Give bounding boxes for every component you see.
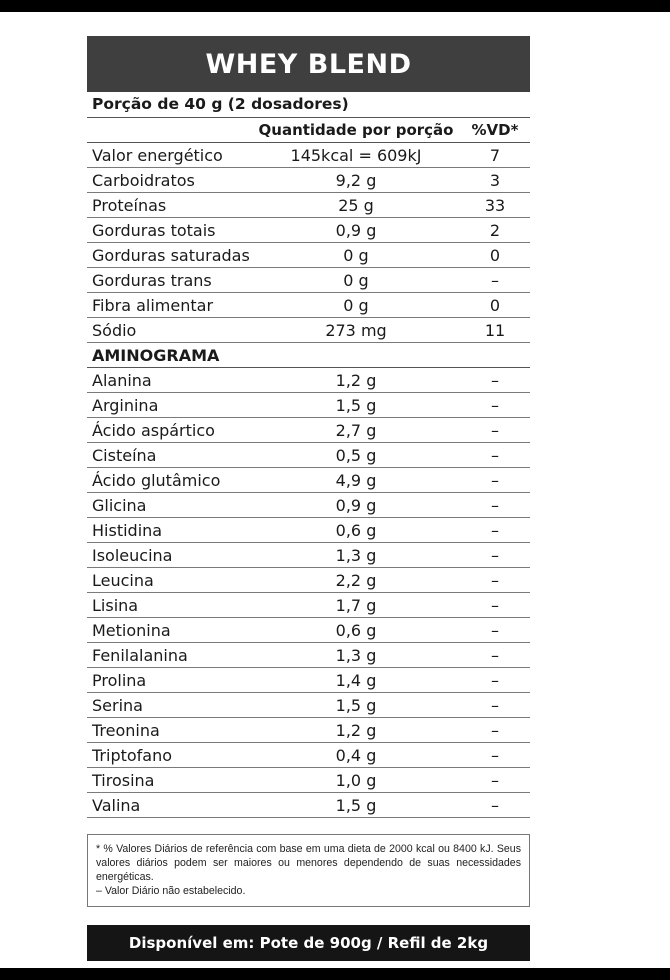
nutrient-daily-value: 3 <box>489 170 501 190</box>
nutrient-daily-value: – <box>491 445 499 465</box>
product-title: WHEY BLEND <box>87 36 530 92</box>
nutrient-daily-value: 33 <box>484 195 506 215</box>
nutrient-quantity: 1,3 g <box>335 545 377 565</box>
nutrient-quantity: 1,5 g <box>335 795 377 815</box>
nutrient-quantity: 0,9 g <box>335 495 377 515</box>
nutrient-daily-value: – <box>491 620 499 640</box>
nutrient-daily-value: – <box>491 520 499 540</box>
table-row <box>87 318 530 343</box>
nutrients-table <box>87 143 530 343</box>
table-row <box>87 643 530 668</box>
nutrient-quantity: 1,2 g <box>335 720 377 740</box>
table-row <box>87 443 530 468</box>
nutrient-quantity: 145kcal = 609kJ <box>290 145 422 165</box>
nutrient-name: Carboidratos <box>92 170 195 190</box>
nutrient-daily-value: 2 <box>489 220 501 240</box>
table-row <box>87 143 530 168</box>
table-row <box>87 243 530 268</box>
nutrient-name: Prolina <box>92 670 147 690</box>
nutrient-quantity: 2,2 g <box>335 570 377 590</box>
nutrition-label <box>87 36 530 961</box>
availability-bar: Disponível em: Pote de 900g / Refil de 2kg <box>87 925 530 961</box>
nutrient-name: Leucina <box>92 570 154 590</box>
nutrient-quantity: 1,2 g <box>335 370 377 390</box>
nutrient-daily-value: – <box>491 495 499 515</box>
nutrient-name: Gorduras totais <box>92 220 216 240</box>
nutrient-daily-value: – <box>491 745 499 765</box>
nutrient-daily-value: 11 <box>484 320 506 340</box>
portion-size: Porção de 40 g (2 dosadores) <box>87 92 530 118</box>
nutrient-name: Cisteína <box>92 445 157 465</box>
nutrient-daily-value: 0 <box>489 245 501 265</box>
nutrient-name: Lisina <box>92 595 139 615</box>
nutrient-name: Histidina <box>92 520 163 540</box>
nutrient-quantity: 0,9 g <box>335 220 377 240</box>
table-row <box>87 768 530 793</box>
nutrient-name: Sódio <box>92 320 137 340</box>
nutrient-quantity: 25 g <box>338 195 374 215</box>
table-row <box>87 168 530 193</box>
nutrient-daily-value: – <box>491 570 499 590</box>
nutrient-daily-value: – <box>491 395 499 415</box>
nutrient-quantity: 0 g <box>343 245 369 265</box>
nutrient-daily-value: – <box>491 545 499 565</box>
aminogram-table <box>87 368 530 818</box>
nutrient-name: Metionina <box>92 620 171 640</box>
table-row <box>87 393 530 418</box>
nutrient-name: Triptofano <box>92 745 173 765</box>
nutrient-name: Valor energético <box>92 145 223 165</box>
nutrient-name: Serina <box>92 695 143 715</box>
table-row <box>87 368 530 393</box>
footnote-not-established: – Valor Diário não estabelecido. <box>96 885 246 897</box>
nutrient-daily-value: – <box>491 420 499 440</box>
nutrient-quantity: 273 mg <box>325 320 387 340</box>
nutrient-daily-value: – <box>491 695 499 715</box>
nutrient-quantity: 1,7 g <box>335 595 377 615</box>
nutrient-name: Gorduras saturadas <box>92 245 250 265</box>
aminogram-title: AMINOGRAMA <box>92 345 220 365</box>
table-row <box>87 518 530 543</box>
footnote-daily-values: * % Valores Diários de referência com base em uma dieta de 2000 kcal ou 8400 kJ. Seus valores diários podem ser maiores ou menores dependendo de suas necessidades energéticas. <box>96 843 521 883</box>
nutrient-name: Glicina <box>92 495 147 515</box>
page <box>0 12 670 968</box>
table-row <box>87 543 530 568</box>
table-row <box>87 218 530 243</box>
nutrient-daily-value: – <box>491 795 499 815</box>
nutrient-name: Proteínas <box>92 195 167 215</box>
nutrient-quantity: 0 g <box>343 295 369 315</box>
nutrient-quantity: 1,4 g <box>335 670 377 690</box>
nutrient-quantity: 0,6 g <box>335 520 377 540</box>
table-row <box>87 568 530 593</box>
nutrient-quantity: 1,5 g <box>335 395 377 415</box>
table-row <box>87 493 530 518</box>
table-row <box>87 418 530 443</box>
nutrient-name: Gorduras trans <box>92 270 212 290</box>
table-row <box>87 193 530 218</box>
table-row <box>87 718 530 743</box>
nutrient-quantity: 2,7 g <box>335 420 377 440</box>
table-header <box>87 118 530 143</box>
nutrient-daily-value: – <box>491 670 499 690</box>
header-daily-value: %VD* <box>471 121 519 139</box>
table-row <box>87 593 530 618</box>
table-row <box>87 668 530 693</box>
nutrient-name: Fibra alimentar <box>92 295 214 315</box>
table-row <box>87 618 530 643</box>
nutrient-daily-value: – <box>491 645 499 665</box>
table-row <box>87 743 530 768</box>
nutrient-name: Treonina <box>92 720 160 740</box>
nutrient-name: Tirosina <box>92 770 155 790</box>
nutrient-quantity: 1,3 g <box>335 645 377 665</box>
nutrient-name: Fenilalanina <box>92 645 188 665</box>
nutrient-quantity: 0 g <box>343 270 369 290</box>
nutrient-quantity: 4,9 g <box>335 470 377 490</box>
table-row <box>87 693 530 718</box>
nutrient-quantity: 1,5 g <box>335 695 377 715</box>
nutrient-quantity: 9,2 g <box>335 170 377 190</box>
nutrient-daily-value: – <box>491 770 499 790</box>
table-row <box>87 793 530 818</box>
nutrient-daily-value: – <box>491 470 499 490</box>
nutrient-daily-value: 0 <box>489 295 501 315</box>
nutrient-quantity: 0,6 g <box>335 620 377 640</box>
nutrient-quantity: 0,5 g <box>335 445 377 465</box>
nutrient-name: Valina <box>92 795 141 815</box>
nutrient-daily-value: – <box>491 370 499 390</box>
nutrient-daily-value: 7 <box>489 145 501 165</box>
nutrient-quantity: 1,0 g <box>335 770 377 790</box>
nutrient-daily-value: – <box>491 270 499 290</box>
nutrient-name: Ácido aspártico <box>92 420 215 440</box>
nutrient-daily-value: – <box>491 720 499 740</box>
footnote <box>87 834 530 907</box>
nutrient-quantity: 0,4 g <box>335 745 377 765</box>
table-row <box>87 293 530 318</box>
nutrient-daily-value: – <box>491 595 499 615</box>
nutrient-name: Isoleucina <box>92 545 173 565</box>
nutrient-name: Alanina <box>92 370 152 390</box>
nutrient-name: Arginina <box>92 395 159 415</box>
aminogram-heading <box>87 343 530 368</box>
table-row <box>87 268 530 293</box>
table-row <box>87 468 530 493</box>
nutrient-name: Ácido glutâmico <box>92 470 221 490</box>
header-quantity: Quantidade por porção <box>258 121 454 139</box>
